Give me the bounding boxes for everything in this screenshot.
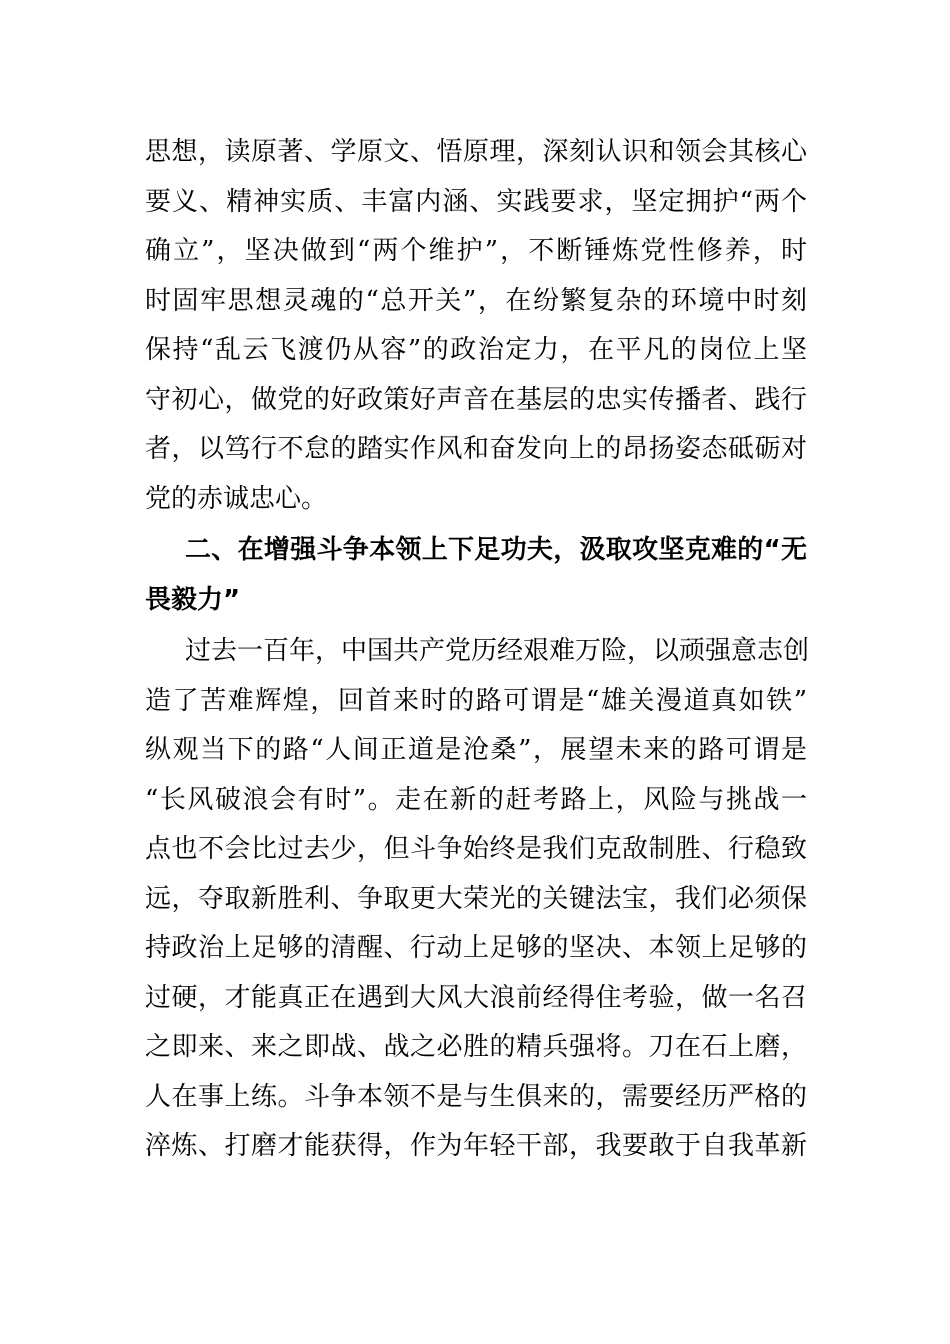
paragraph-line: 淬炼、打磨才能获得，作为年轻干部，我要敢于自我革新 xyxy=(145,1131,807,1161)
paragraph-line: 者，以笃行不怠的踏实作风和奋发向上的昂扬姿态砥砺对 xyxy=(145,434,807,464)
paragraph-line: 时固牢思想灵魂的“总开关”，在纷繁复杂的环境中时刻 xyxy=(145,285,807,316)
paragraph-line: 党的赤诚忠心。 xyxy=(145,483,328,514)
paragraph-line: 思想，读原著、学原文、悟原理，深刻认识和领会其核心 xyxy=(145,137,807,167)
paragraph-line: 点也不会比过去少，但斗争始终是我们克敌制胜、行稳致 xyxy=(145,834,807,864)
paragraph-line: 过硬，才能真正在遇到大风大浪前经得住考验，做一名召 xyxy=(145,982,807,1013)
paragraph-line: 之即来、来之即战、战之必胜的精兵强将。刀在石上磨， xyxy=(145,1032,807,1062)
paragraph-line: 持政治上足够的清醒、行动上足够的坚决、本领上足够的 xyxy=(145,933,807,963)
paragraph-line: 过去一百年，中国共产党历经艰难万险，以顽强意志创 xyxy=(185,636,810,666)
paragraph-line: 守初心，做党的好政策好声音在基层的忠实传播者、践行 xyxy=(145,384,807,415)
paragraph-line: 纵观当下的路“人间正道是沧桑”，展望未来的路可谓是 xyxy=(145,735,807,765)
paragraph-line: 确立”，坚决做到“两个维护”，不断锤炼党性修养，时 xyxy=(145,236,807,266)
paragraph-line: 保持“乱云飞渡仍从容”的政治定力，在平凡的岗位上坚 xyxy=(145,335,807,365)
paragraph-line: “长风破浪会有时”。走在新的赶考路上，风险与挑战一 xyxy=(145,784,807,815)
paragraph-line: 造了苦难辉煌，回首来时的路可谓是“雄关漫道真如铁” xyxy=(145,685,807,716)
paragraph-line: 要义、精神实质、丰富内涵、实践要求，坚定拥护“两个 xyxy=(145,186,807,217)
paragraph-1 xyxy=(145,128,807,524)
paragraph-line: 远，夺取新胜利、争取更大荣光的关键法宝，我们必须保 xyxy=(145,883,807,914)
heading-line: 畏毅力” xyxy=(145,584,241,615)
paragraph-2 xyxy=(145,627,810,1172)
section-heading xyxy=(145,526,807,625)
heading-line: 二、在增强斗争本领上下足功夫，汲取攻坚克难的“无 xyxy=(185,535,807,565)
paragraph-line: 人在事上练。斗争本领不是与生俱来的，需要经历严格的 xyxy=(145,1081,807,1112)
document-body xyxy=(145,128,810,1172)
